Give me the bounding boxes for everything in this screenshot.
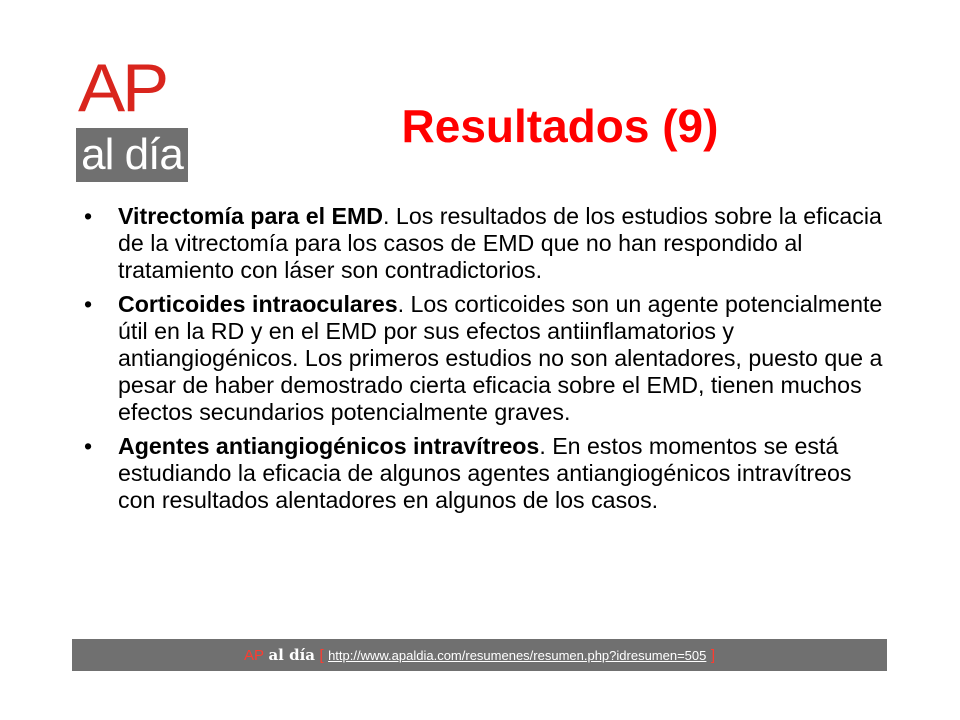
logo-al-dia-box: al día [76, 128, 188, 182]
bullet-marker: • [84, 433, 93, 459]
footer-bracket-close: ] [710, 647, 715, 664]
footer-brand-aldia: al día [268, 646, 315, 664]
footer-bar [72, 639, 887, 671]
bullet-marker: • [84, 291, 93, 317]
slide-title: Resultados (9) [401, 100, 719, 152]
bullet-heading: Agentes antiangiogénicos intravítreos [118, 433, 540, 459]
bullet-body: . Los resultados de los estudios sobre la eficacia de la vitrectomía para los casos de EMD que no han respondido al tratamiento con láser son contradictorios. [118, 203, 882, 283]
bullet-item-vitrectomia [84, 203, 884, 284]
bullet-body: . En estos momentos se está estudiando la eficacia de algunos agentes antiangiogénicos intravítreos con resultados alentadores en algunos de los casos. [118, 433, 852, 513]
footer-brand-ap: AP [243, 647, 264, 664]
bullet-body: . Los corticoides son un agente potencialmente útil en la RD y en el EMD por sus efectos antiinflamatorios y antiangiogénicos. Los primeros estudios no son alentadores, puesto que a pesar de haber demostrado cierta eficacia sobre el EMD, tienen muchos efectos secundarios potencialmente graves. [118, 291, 883, 425]
bullet-heading: Vitrectomía para el EMD [118, 203, 384, 229]
logo-ap-text: AP [78, 50, 167, 126]
footer-source-link[interactable]: http://www.apaldia.com/resumenes/resumen.php?idresumen=505 [328, 648, 707, 663]
bullet-item-corticoides [84, 291, 884, 426]
footer-bracket-open: [ [319, 647, 324, 664]
ap-al-dia-logo [76, 50, 188, 182]
bullet-list [84, 203, 884, 521]
bullet-heading: Corticoides intraoculares [118, 291, 398, 317]
bullet-item-antiangiogenicos [84, 433, 884, 514]
bullet-marker: • [84, 203, 93, 229]
